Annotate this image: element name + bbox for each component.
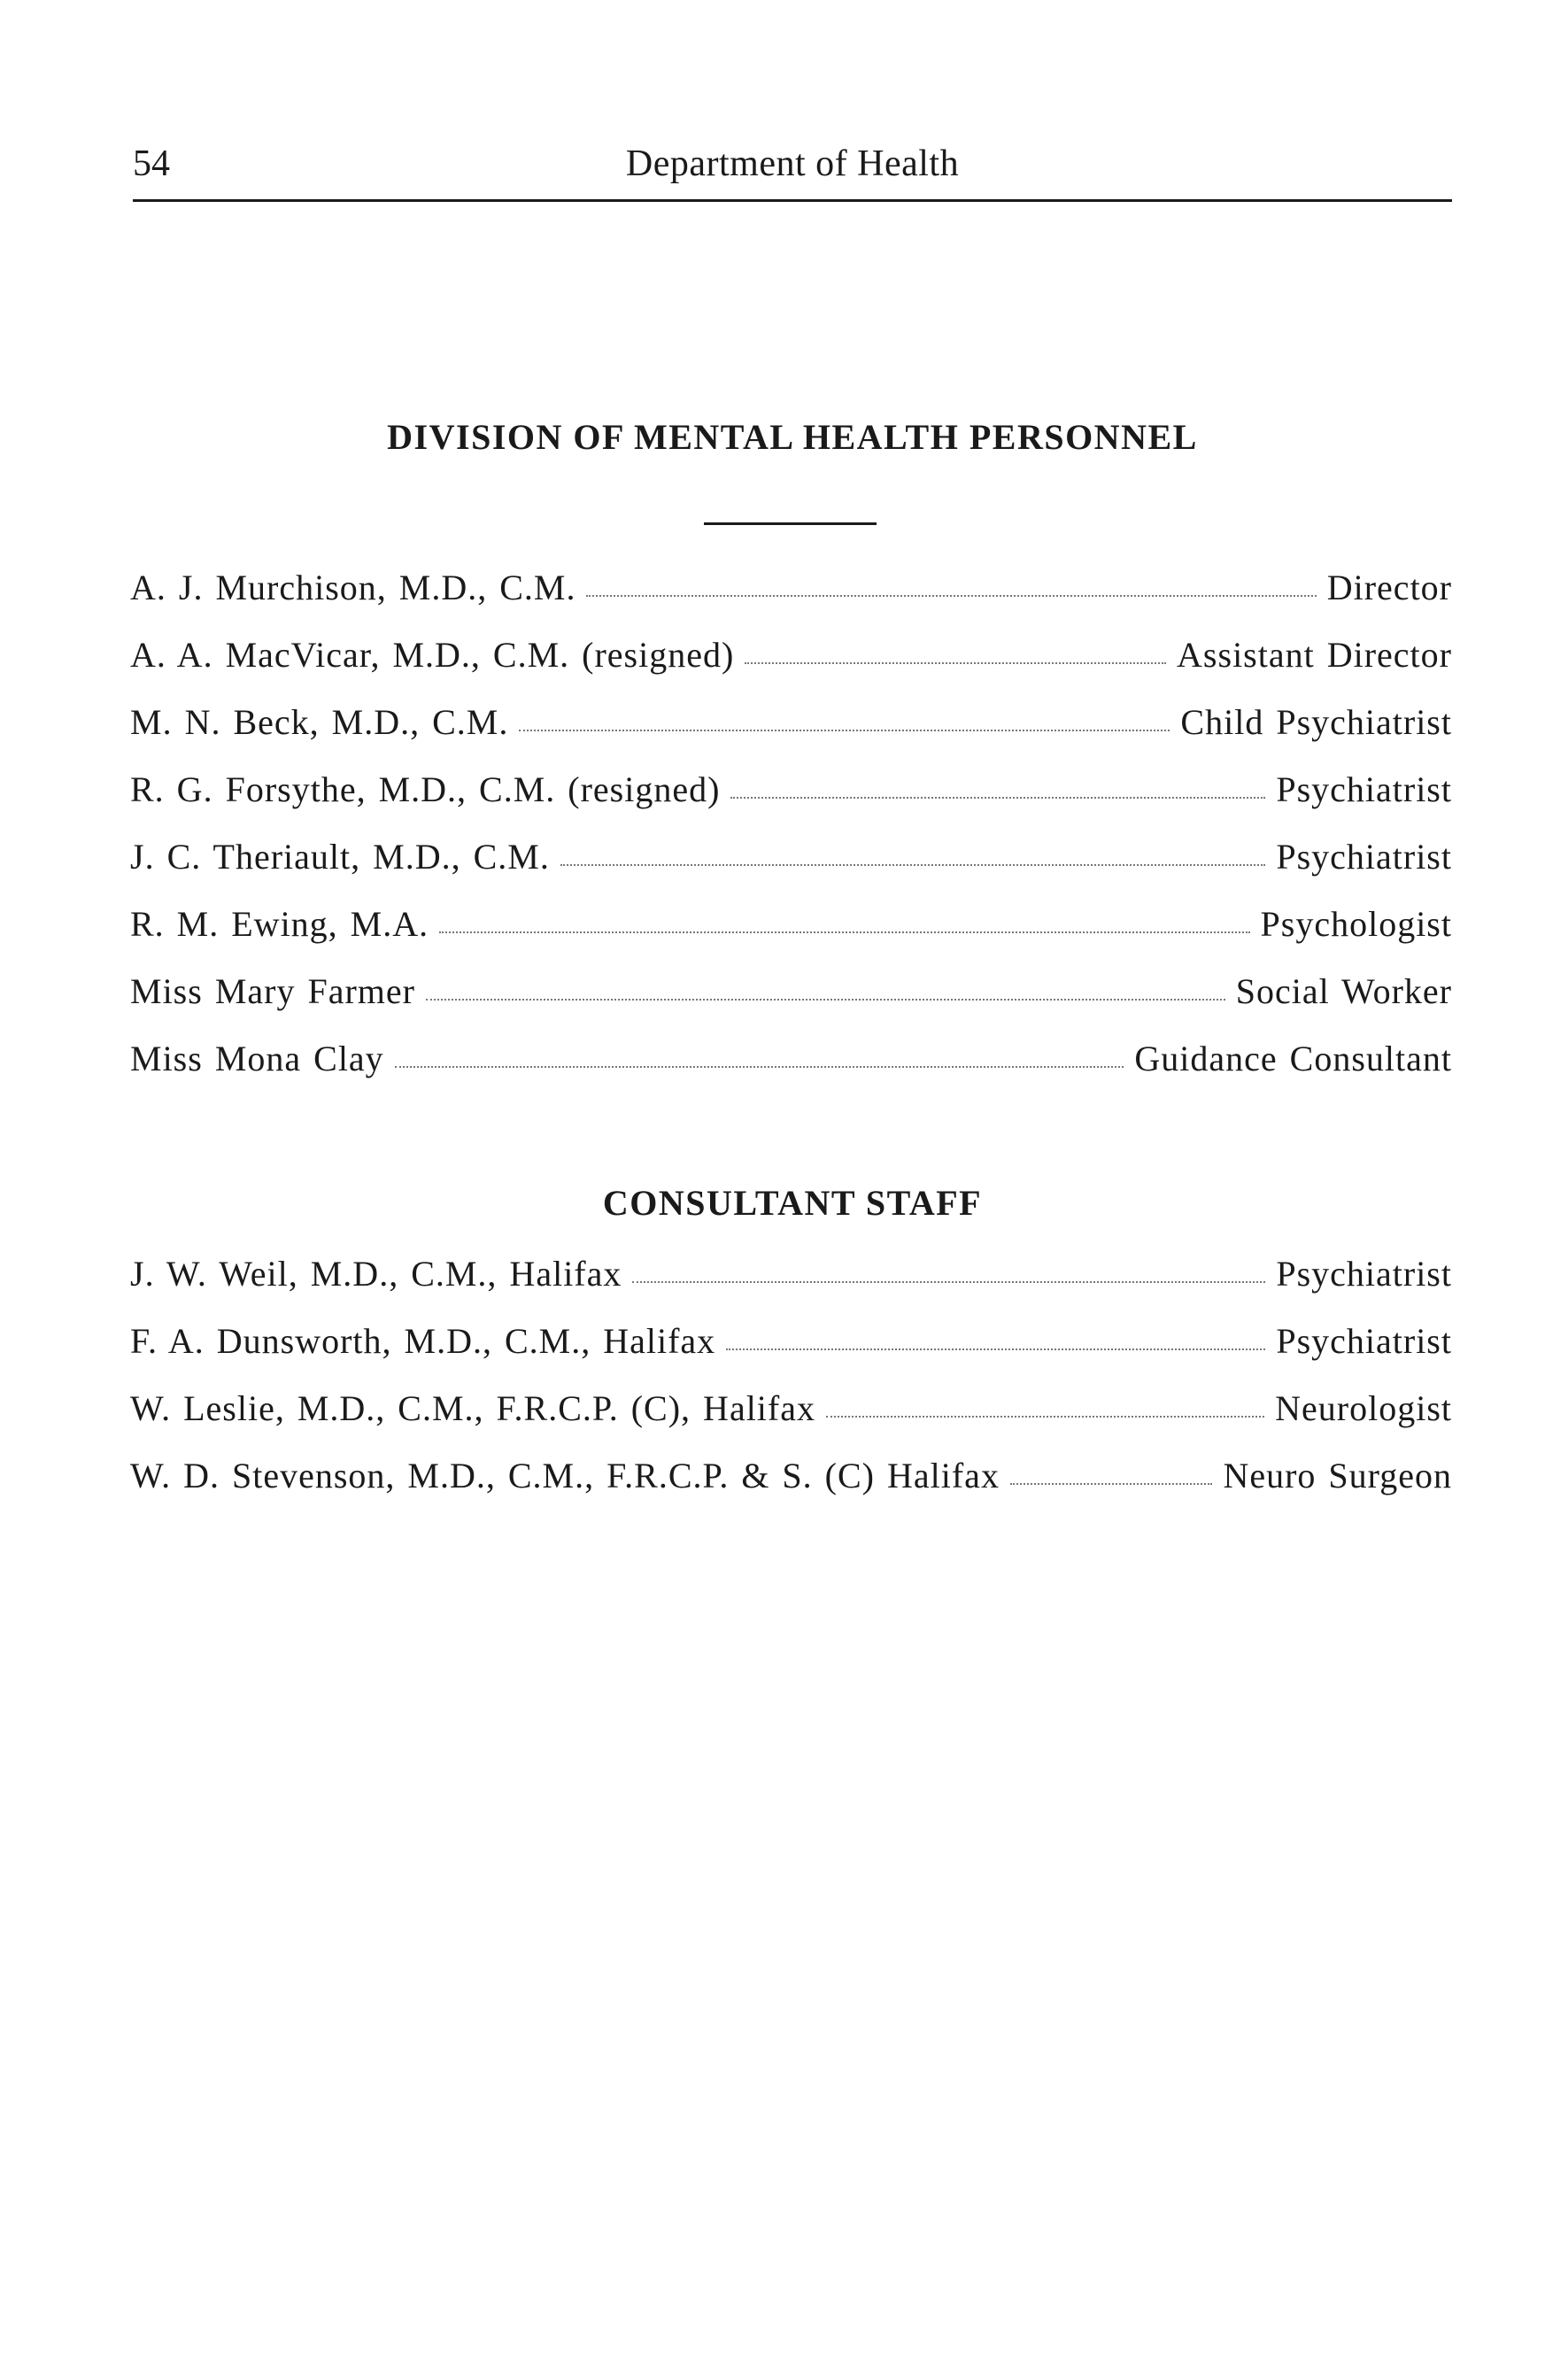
consultant-list [130,1253,1452,1522]
dot-leader [726,1348,1265,1350]
running-head [133,137,1452,202]
consultant-title: CONSULTANT STAFF [602,1183,983,1223]
dot-leader [519,730,1170,731]
entry-role: Child Psychiatrist [1180,702,1452,742]
dot-leader [632,1281,1265,1283]
entry-name: R. M. Ewing, M.A. [130,904,429,944]
dot-leader [1010,1483,1213,1485]
title-rule [704,522,877,525]
division-title: DIVISION OF MENTAL HEALTH PERSONNEL [387,417,1198,457]
entry-role: Director [1326,568,1452,607]
entry-role: Guidance Consultant [1134,1039,1452,1078]
entry-name: A. J. Murchison, M.D., C.M. [130,568,576,607]
consultant-entry [130,1387,1452,1455]
personnel-entry [130,970,1452,1038]
entry-role: Psychiatrist [1276,1254,1452,1294]
consultant-entry [130,1455,1452,1522]
dot-leader [426,999,1225,1001]
entry-name: W. Leslie, M.D., C.M., F.R.C.P. (C), Halifax [130,1388,815,1428]
entry-name: J. C. Theriault, M.D., C.M. [130,837,550,877]
dot-leader [395,1066,1124,1068]
entry-name: F. A. Dunsworth, M.D., C.M., Halifax [130,1321,716,1361]
entry-name: Miss Mary Farmer [130,971,415,1011]
personnel-entry [130,567,1452,634]
dot-leader [745,662,1166,664]
entry-name: W. D. Stevenson, M.D., C.M., F.R.C.P. & S. (C) Halifax [130,1456,1000,1495]
personnel-entry [130,769,1452,836]
personnel-entry [130,634,1452,701]
entry-name: M. N. Beck, M.D., C.M. [130,702,509,742]
entry-name: J. W. Weil, M.D., C.M., Halifax [130,1254,622,1294]
entry-name: Miss Mona Clay [130,1039,384,1078]
entry-role: Psychiatrist [1276,1321,1452,1361]
consultant-entry [130,1253,1452,1320]
personnel-entry [130,701,1452,769]
entry-role: Neuro Surgeon [1223,1456,1452,1495]
entry-role: Social Worker [1235,971,1452,1011]
entry-name: A. A. MacVicar, M.D., C.M. (resigned) [130,635,735,675]
personnel-entry [130,836,1452,903]
personnel-entry [130,1038,1452,1105]
dot-leader [439,931,1249,933]
entry-role: Psychiatrist [1276,769,1452,809]
entry-name: R. G. Forsythe, M.D., C.M. (resigned) [130,769,721,809]
entry-role: Neurologist [1275,1388,1452,1428]
dot-leader [730,797,1265,799]
dot-leader [586,595,1316,597]
personnel-list [130,567,1452,1105]
dot-leader [560,864,1266,866]
dot-leader [826,1416,1264,1418]
entry-role: Psychologist [1260,904,1452,944]
running-title: Department of Health [625,143,960,184]
entry-role: Assistant Director [1177,635,1452,675]
page-number: 54 [133,143,170,184]
consultant-entry [130,1320,1452,1387]
entry-role: Psychiatrist [1276,837,1452,877]
personnel-entry [130,903,1452,970]
